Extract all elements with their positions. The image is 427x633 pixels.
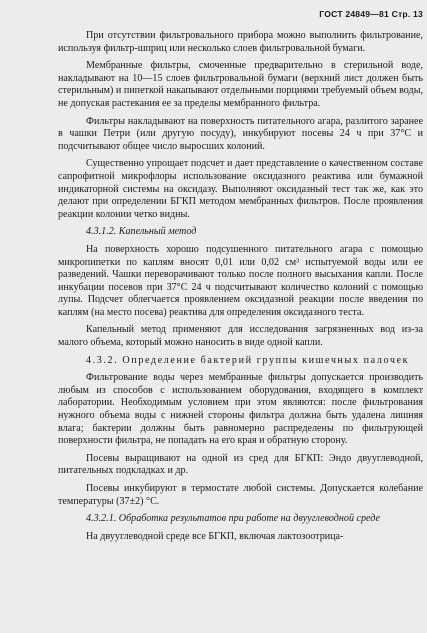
- paragraph: На двууглеводной среде все БГКП, включая лактозоотрица-: [86, 530, 344, 542]
- section-heading-4-3-2-1: 4.3.2.1. Обработка результатов при работе на двууглеводной среде: [86, 513, 380, 525]
- paragraph: Посевы инкубируют в термостате любой системы. Допускается колебание температуры (37±2) °С.: [58, 483, 423, 507]
- section-heading-4-3-1-2: 4.3.1.2. Капельный метод: [86, 226, 197, 238]
- page-header: ГОСТ 24849—81 Стр. 13: [319, 9, 423, 19]
- paragraph: Капельный метод применяют для исследования загрязненных вод из-за малого объема, который можно наносить в виде одной капли.: [58, 324, 423, 349]
- paragraph: При отсутствии фильтровального прибора можно выполнить фильтрование, используя фильтр-шприц или несколько слоев фильтровальной бумаги.: [58, 30, 423, 54]
- section-heading-4-3-2: 4.3.2. Определение бактерий группы кишечных палочек: [86, 354, 410, 366]
- paragraph: На поверхность хорошо подсушенного питательного агара с помощью микропипетки по каплям вносят 0,01 или 0,02 см³ испытуемой воды или ее разведений. Чашки переворачивают только после полного высыхания капли. После инкубации посевов при 37°С 24 ч подсчитывают количество колоний с помощью лупы. Подсчет облегчается проявлением оксидазной реакции после введения по каплям (на место посева) реактива для определения оксидазного теста.: [58, 243, 423, 318]
- document-body: [58, 30, 423, 543]
- paragraph: Фильтрование воды через мембранные фильтры допускается производить любым из способов с использованием оборудования, входящего в комплект лаборатории. Необходимым условием при этом являются: после фильтрования нужного объема воды с нижней стороны фильтра должна быть удалена лишняя влага; бактерии должны быть равномерно распределены по фильтрующей поверхности фильтра, не попадать на его края и обратную сторону.: [58, 372, 423, 447]
- paragraph: Посевы выращивают на одной из сред для БГКП: Эндо двууглеводной, питательных подкладках и др.: [58, 452, 423, 477]
- paragraph: Мембранные фильтры, смоченные предварительно в стерильной воде, накладывают на 10—15 слоев фильтровальной бумаги (верхний лист должен быть стерильным) и пипеткой накапывают отдельными порциями требуемый объем воды, не допуская растекания ее за пределы мембранного фильтра.: [58, 60, 423, 109]
- paragraph: Существенно упрощает подсчет и дает представление о качественном составе сапрофитной микрофлоры использование оксидазного реактива или бумажной индикаторной системы на оксидазу. Выполняют оксидазный тест так же, как это делают при определении БГКП методом мембранных фильтров. После проявления реакции колонии четко видны.: [58, 158, 423, 220]
- paragraph: Фильтры накладывают на поверхность питательного агара, разлитого заранее в чашки Петри (или другую посуду), инкубируют посевы 24 ч при 37°С и подсчитывают общее число выросших колоний.: [58, 115, 423, 152]
